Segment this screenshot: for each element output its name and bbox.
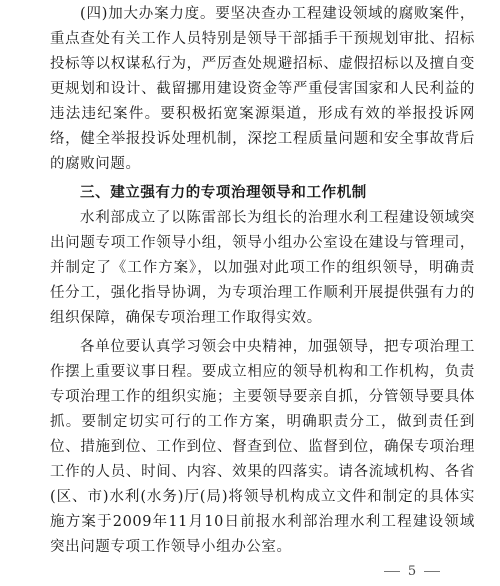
footer-dash-left: [384, 571, 400, 572]
section-heading-three: 三、建立强有力的专项治理领导和工作机制: [80, 185, 367, 201]
paragraph-leadership-group: 水利部成立了以陈雷部长为组长的治理水利工程建设领域突出问题专项工作领导小组，领导小组办公室设在建设与管理司，并制定了《工作方案》，以加强对此项工作的组织领导，明确责任分工，强化指导协调，为专项治理工作顺利开展提供强有力的组织保障，确保专项治理工作取得实效。: [50, 210, 475, 326]
footer-dash-right: [424, 571, 440, 572]
paragraph-unit-requirements: 各单位要认真学习领会中央精神，加强领导，把专项治理工作摆上重要议事日程。要成立相应的领导机构和工作机构，负责专项治理工作的组织实施；主要领导要亲自抓，分管领导要具体抓。要制定切实可行的工作方案，明确职责分工，做到责任到位、措施到位、工作到位、督查到位、监督到位，确保专项治理工作的人员、时间、内容、效果的四落实。请各流域机构、各省(区、市)水利(水务)厅(局)将领导机构成立文件和制定的具体实施方案于2009年11月10日前报水利部治理水利工程建设领域突出问题专项工作领导小组办公室。: [50, 339, 475, 555]
paragraph-increase-case-handling: (四)加大办案力度。要坚决查办工程建设领域的腐败案件，重点查处有关工作人员特别是领导干部插手干预规划审批、招标投标等以权谋私行为，严厉查处规避招标、虚假招标以及擅自变更规划和设计、截留挪用建设资金等严重侵害国家和人民利益的违法违纪案件。要积极拓宽案源渠道，形成有效的举报投诉网络，健全举报投诉处理机制，深挖工程质量问题和安全事故背后的腐败问题。: [50, 6, 475, 172]
page-number: 5: [407, 563, 417, 579]
page-footer: [372, 562, 452, 580]
